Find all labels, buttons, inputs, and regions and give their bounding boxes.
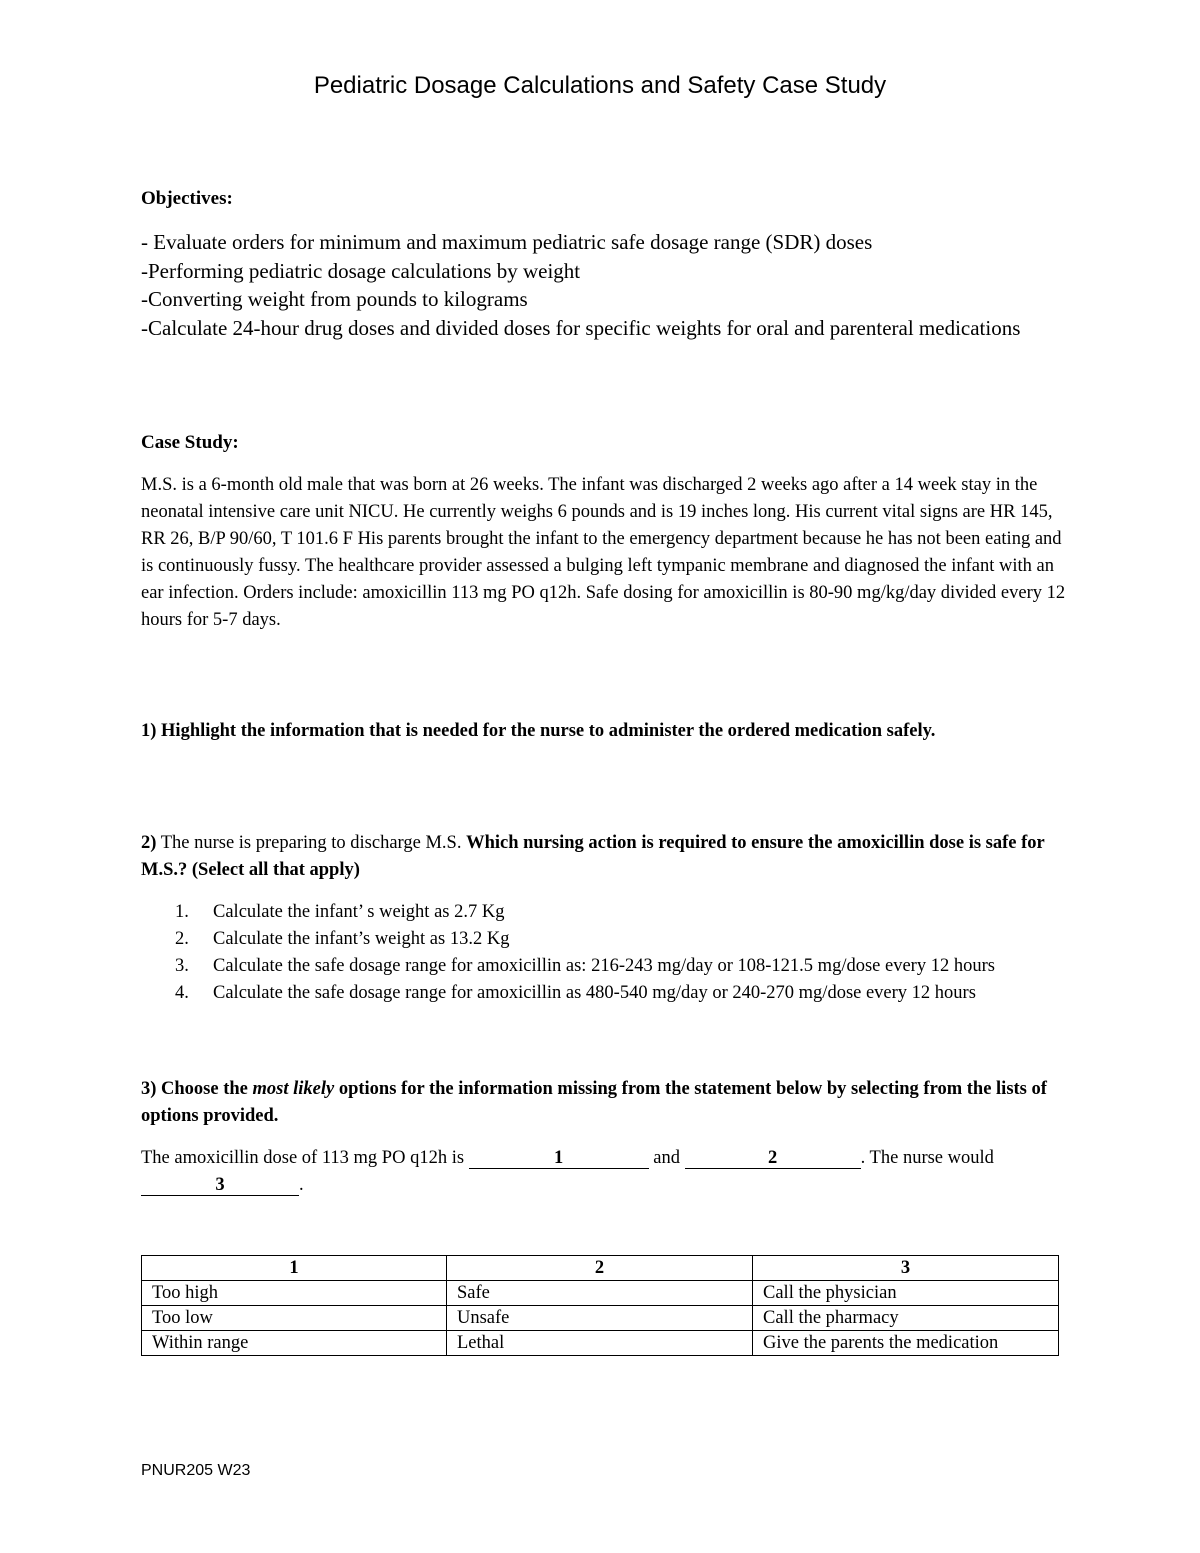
option-text: Calculate the infant’ s weight as 2.7 Kg xyxy=(213,902,505,922)
table-row xyxy=(142,1281,1059,1306)
option-item[interactable] xyxy=(141,926,1066,953)
table-cell[interactable]: Within range xyxy=(142,1331,447,1356)
table-cell[interactable]: Give the parents the medication xyxy=(753,1331,1059,1356)
question-3-statement xyxy=(141,1145,1066,1199)
option-text: Calculate the infant’s weight as 13.2 Kg xyxy=(213,929,510,949)
column-header: 1 xyxy=(142,1256,447,1281)
page-footer: PNUR205 W23 xyxy=(141,1462,251,1479)
case-study-text: M.S. is a 6-month old male that was born at 26 weeks. The infant was discharged 2 weeks ago after a 14 week stay in the neonatal intensive care unit NICU. He currently weighs 6 pounds and is 19 inches long. His current vital signs are HR 145, RR 26, B/P 90/60, T 101.6 F His parents brought the infant to the emergency department because he has not been eating and is continuously fussy. The healthcare provider assessed a bulging left tympanic membrane and diagnosed the infant with an ear infection. Orders include: amoxicillin 113 mg PO q12h. Safe dosing for amoxicillin is 80-90 mg/kg/day divided every 12 hours for 5-7 days. xyxy=(141,475,1066,630)
table-row xyxy=(142,1306,1059,1331)
blank-3[interactable]: 3 xyxy=(141,1175,299,1196)
table-cell[interactable]: Unsafe xyxy=(447,1306,753,1331)
option-number: 4. xyxy=(175,983,189,1003)
table-cell[interactable]: Safe xyxy=(447,1281,753,1306)
objective-item: - Evaluate orders for minimum and maximum pediatric safe dosage range (SDR) doses xyxy=(141,230,873,254)
blank-2[interactable]: 2 xyxy=(685,1148,861,1169)
question-2-options xyxy=(141,899,1066,1007)
statement-text: . xyxy=(299,1175,304,1195)
case-study-heading: Case Study: xyxy=(141,432,239,453)
table-header-row xyxy=(142,1256,1059,1281)
statement-text: The amoxicillin dose of 113 mg PO q12h is xyxy=(141,1148,469,1168)
column-header: 3 xyxy=(753,1256,1059,1281)
statement-text: and xyxy=(648,1148,685,1168)
question-3-suffix: options for the information missing from the statement below by selecting from the lists of options provided. xyxy=(141,1079,1047,1126)
objective-item: -Calculate 24-hour drug doses and divided doses for specific weights for oral and parenteral medications xyxy=(141,315,1021,340)
question-3-prefix: 3) Choose the xyxy=(141,1079,253,1099)
option-text: Calculate the safe dosage range for amoxicillin as 480-540 mg/day or 240-270 mg/dose every 12 hours xyxy=(213,983,976,1003)
objective-item: -Performing pediatric dosage calculations by weight xyxy=(141,258,581,283)
table-row xyxy=(142,1331,1059,1356)
table-cell[interactable]: Too low xyxy=(142,1306,447,1331)
table-cell[interactable]: Call the physician xyxy=(753,1281,1059,1306)
option-item[interactable] xyxy=(141,899,1066,926)
page-title: Pediatric Dosage Calculations and Safety Case Study xyxy=(313,72,887,99)
objective-item: -Converting weight from pounds to kilograms xyxy=(141,287,528,311)
table-cell[interactable]: Call the pharmacy xyxy=(753,1306,1059,1331)
option-number: 1. xyxy=(175,902,189,922)
option-number: 3. xyxy=(175,956,189,976)
table-cell[interactable]: Lethal xyxy=(447,1331,753,1356)
statement-text: . The nurse would xyxy=(860,1148,994,1168)
table-cell[interactable]: Too high xyxy=(142,1281,447,1306)
option-number: 2. xyxy=(175,929,189,949)
question-2-prompt: Which nursing action is required to ensure the amoxicillin dose is safe for M.S.? (Select all that apply) xyxy=(141,833,1045,880)
option-text: Calculate the safe dosage range for amoxicillin as: 216-243 mg/day or 108-121.5 mg/dose every 12 hours xyxy=(213,956,995,976)
blank-1[interactable]: 1 xyxy=(469,1148,649,1169)
column-header: 2 xyxy=(447,1256,753,1281)
objectives-heading: Objectives: xyxy=(141,188,233,209)
question-3 xyxy=(141,1076,1066,1130)
objectives-list xyxy=(141,228,1071,342)
question-3-emphasis: most likely xyxy=(252,1079,335,1099)
question-2-lead: The nurse is preparing to discharge M.S. xyxy=(156,833,467,853)
option-item[interactable] xyxy=(141,980,1066,1007)
question-2-number: 2) xyxy=(141,833,157,853)
option-item[interactable] xyxy=(141,953,1066,980)
question-1: 1) Highlight the information that is needed for the nurse to administer the ordered medication safely. xyxy=(141,721,936,741)
question-2 xyxy=(141,830,1066,884)
options-table xyxy=(141,1255,1059,1356)
